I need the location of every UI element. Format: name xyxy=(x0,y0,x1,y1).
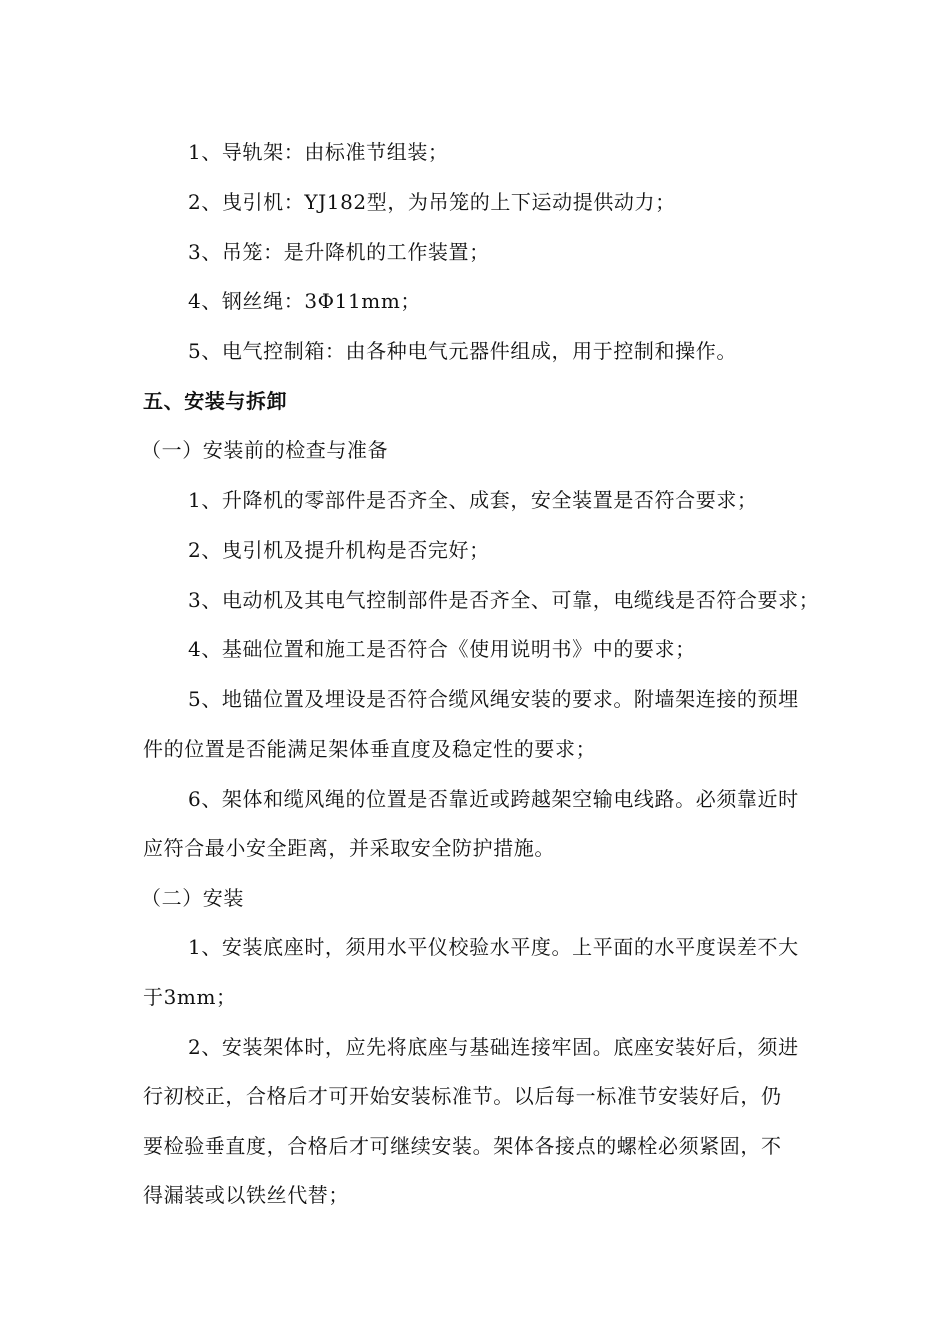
install-item-2-line-2: 行初校正，合格后才可开始安装标准节。以后每一标准节安装好后，仍 xyxy=(143,1084,782,1108)
install-item-2-line-3: 要检验垂直度，合格后才可继续安装。架体各接点的螺栓必须紧固，不 xyxy=(143,1134,782,1158)
install-item-1-line-2: 于3mm； xyxy=(143,985,237,1009)
check-item-2: 2、曳引机及提升机构是否完好； xyxy=(188,538,490,562)
component-item-2: 2、曳引机：YJ182型，为吊笼的上下运动提供动力； xyxy=(188,190,676,214)
component-item-1: 1、导轨架：由标准节组装； xyxy=(188,140,449,164)
install-item-1-line-1: 1、安装底座时，须用水平仪校验水平度。上平面的水平度误差不大 xyxy=(188,935,799,959)
install-item-2-line-1: 2、安装架体时，应先将底座与基础连接牢固。底座安装好后，须进 xyxy=(188,1035,799,1059)
component-item-5: 5、电气控制箱：由各种电气元器件组成，用于控制和操作。 xyxy=(188,339,737,363)
check-item-6-line-2: 应符合最小安全距离，并采取安全防护措施。 xyxy=(143,836,555,860)
component-item-3: 3、吊笼：是升降机的工作装置； xyxy=(188,240,490,264)
section-heading: 五、安装与拆卸 xyxy=(143,389,288,413)
check-item-5-line-1: 5、地锚位置及埋设是否符合缆风绳安装的要求。附墙架连接的预埋 xyxy=(188,687,799,711)
install-item-2-line-4: 得漏装或以铁丝代替； xyxy=(143,1183,349,1207)
check-item-4: 4、基础位置和施工是否符合《使用说明书》中的要求； xyxy=(188,637,696,661)
check-item-3: 3、电动机及其电气控制部件是否齐全、可靠，电缆线是否符合要求； xyxy=(188,588,820,612)
check-item-5-line-2: 件的位置是否能满足架体垂直度及稳定性的要求； xyxy=(143,737,597,761)
check-item-1: 1、升降机的零部件是否齐全、成套，安全装置是否符合要求； xyxy=(188,488,758,512)
subsection-heading-1: （一）安装前的检查与准备 xyxy=(141,438,389,462)
subsection-heading-2: （二）安装 xyxy=(141,886,244,910)
check-item-6-line-1: 6、架体和缆风绳的位置是否靠近或跨越架空输电线路。必须靠近时 xyxy=(188,787,799,811)
component-item-4: 4、钢丝绳：3Φ11mm； xyxy=(188,289,422,313)
